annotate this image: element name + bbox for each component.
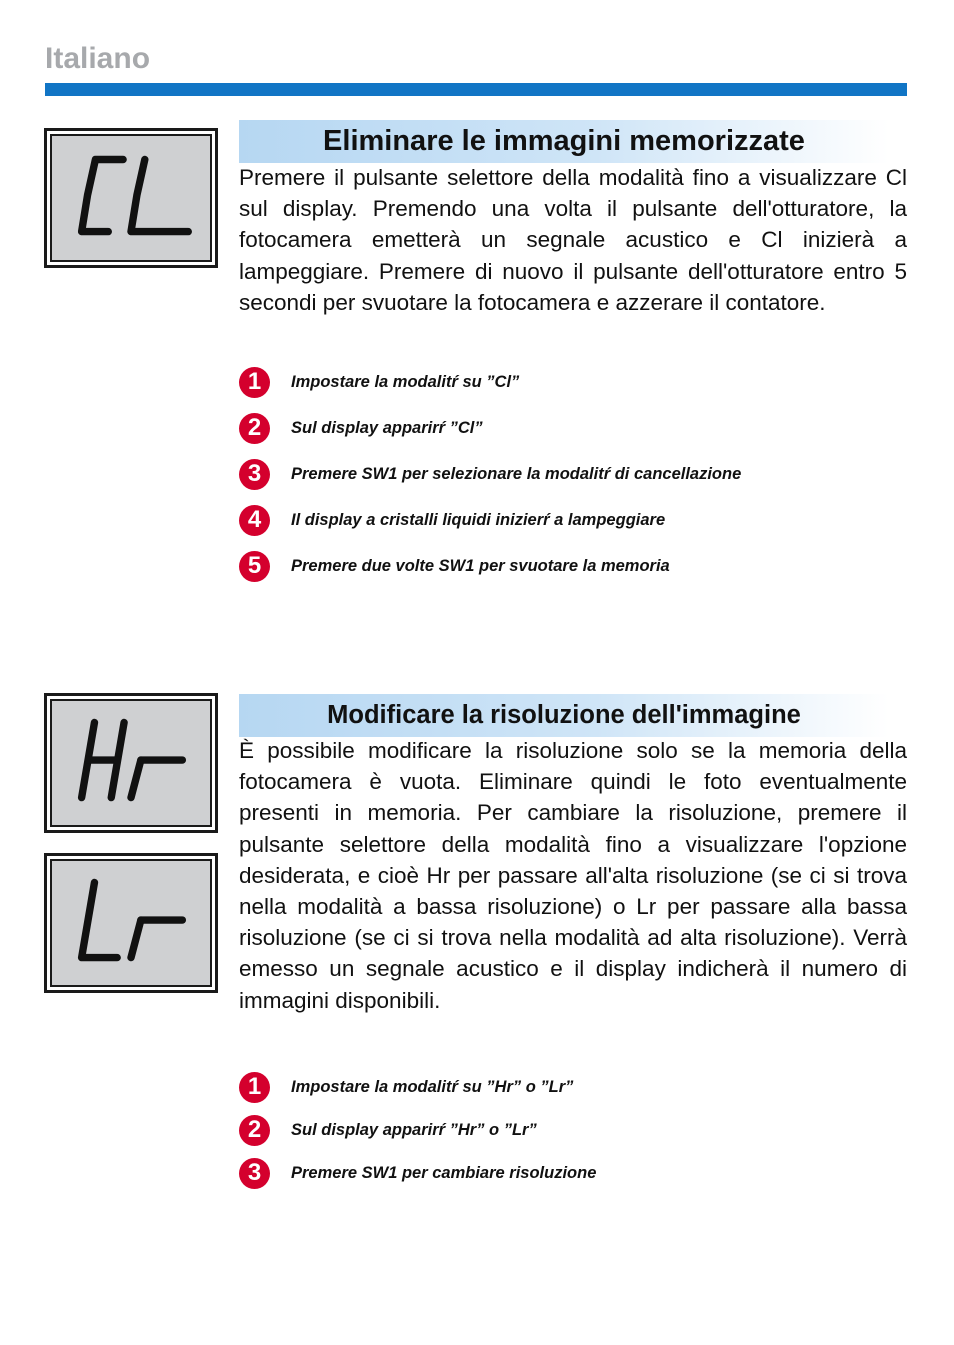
section-title-delete: Eliminare le immagini memorizzate [239,120,889,163]
section-title-resolution: Modificare la risoluzione dell'immagine [239,694,889,737]
step-text: Premere due volte SW1 per svuotare la memoria [291,556,670,575]
lcd-display-lr [44,853,218,993]
list-item [239,366,519,398]
step-text: Premere SW1 per selezionare la modalitŕ di cancellazione [291,464,742,483]
list-item [239,550,670,582]
section-body-resolution: È possibile modificare la risoluzione solo se la memoria della fotocamera è vuota. Eliminare quindi le foto eventualmente presenti in memoria. Per cambiare la risoluzione, premere il pulsante selettore della modalità fino a visualizzare l'opzione desiderata, e cioè Hr per passare all'alta risoluzione (se ci si trova nella modalità a bassa risoluzione) o Lr per passare alla bassa risoluzione (se ci si trova nella modalità ad alta risoluzione). Verrà emesso un segnale acustico e il display indicherà il numero di immagini disponibili. [239,738,907,1013]
step-text: Premere SW1 per cambiare risoluzione [291,1163,597,1182]
lcd-display-hr [44,693,218,833]
language-title: Italiano [45,42,151,75]
list-item [239,458,741,490]
list-item [239,412,483,444]
step-number-badge: 2 [239,1115,270,1146]
step-number-badge: 3 [239,1158,270,1189]
step-number-badge: 5 [239,551,270,582]
step-text: Il display a cristalli liquidi inizierŕ a lampeggiare [291,510,666,529]
svg-text:CL: CL [69,141,72,143]
step-text: Impostare la modalitŕ su ”Hr” o ”Lr” [291,1077,574,1096]
step-number-badge: 1 [239,1072,270,1103]
list-item [239,1114,537,1146]
lcd-cl-glyphs [52,136,210,260]
step-text: Impostare la modalitŕ su ”Cl” [291,372,520,391]
list-item [239,1157,596,1189]
section-body-delete: Premere il pulsante selettore della modalità fino a visualizzare Cl sul display. Premendo una volta il pulsante dell'otturatore, la fotocamera emetterà un segnale acustico e Cl inizierà a lampeggiare. Premere di nuovo il pulsante dell'otturatore entro 5 secondi per svuotare la fotocamera e azzerare il contatore. [239,165,907,315]
step-number-badge: 1 [239,367,270,398]
lcd-hr-glyphs [52,701,210,825]
header-rule [45,83,907,96]
step-text: Sul display apparirŕ ”Hr” o ”Lr” [291,1120,537,1139]
step-number-badge: 4 [239,505,270,536]
step-number-badge: 2 [239,413,270,444]
list-item [239,1071,573,1103]
step-text: Sul display apparirŕ ”Cl” [291,418,483,437]
svg-text:Hr: Hr [69,706,71,708]
step-number-badge: 3 [239,459,270,490]
list-item [239,504,665,536]
svg-text:Lr: Lr [69,866,71,868]
lcd-lr-glyphs [52,861,210,985]
lcd-display-cl [44,128,218,268]
